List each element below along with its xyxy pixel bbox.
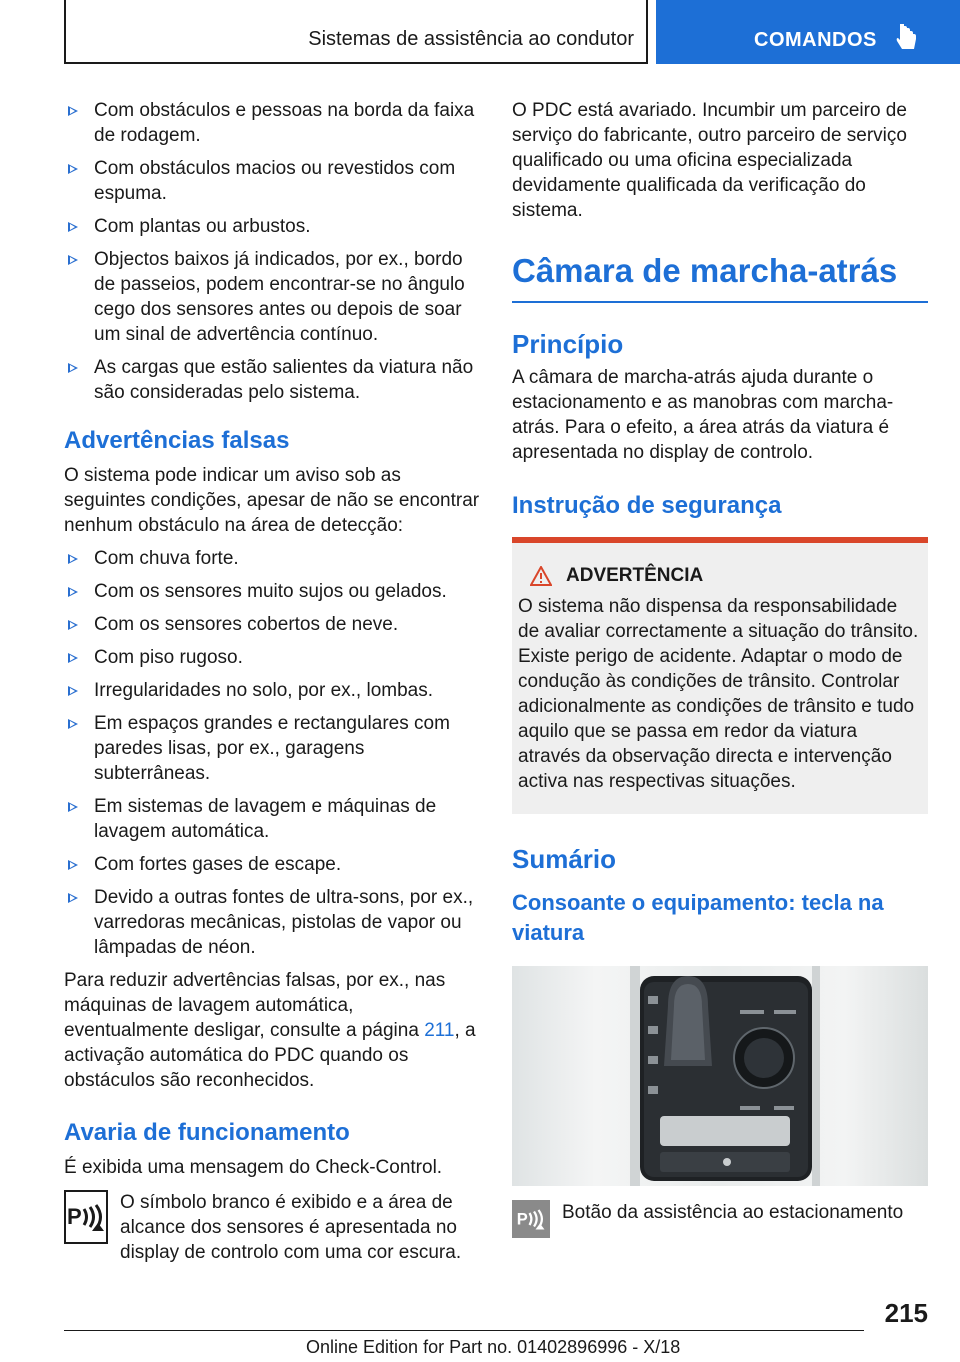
- heading-principle: Princípio: [512, 329, 624, 359]
- false-warnings-intro: O sistema pode indicar um aviso sob as seguintes condições, apesar de não se encontrar nenhum obstáculo na área de detecção:: [64, 465, 480, 536]
- warning-triangle-icon: [530, 566, 552, 586]
- bullet-list-false-warnings: [64, 546, 480, 960]
- list-item: Em espaços grandes e rectangulares com paredes lisas, por ex., garagens subterrâneas.: [64, 711, 480, 786]
- section-title: Sistemas de assistência ao condutor: [308, 28, 634, 50]
- heading-safety: Instrução de segurança: [512, 492, 782, 519]
- list-item: Com fortes gases de escape.: [64, 852, 480, 877]
- list-item: Em sistemas de lavagem e máquinas de lavagem automática.: [64, 794, 480, 844]
- reduce-warnings-paragraph: Para reduzir advertências falsas, por ex., nas máquinas de lavagem automática, eventualmente desligar, consulte a página 211, a activação automática do PDC quando os obstáculos são reconhecidos.: [64, 970, 476, 1091]
- principle-text: A câmara de marcha-atrás ajuda durante o estacionamento e as manobras com marcha-atrás. Para o efeito, a área atrás da viatura é apresentada no display de controlo.: [512, 367, 894, 463]
- chapter-badge[interactable]: [656, 0, 960, 64]
- warning-box: [512, 537, 928, 814]
- right-column: [512, 98, 928, 1238]
- parking-button-row: [512, 1200, 928, 1238]
- svg-text:P: P: [516, 1210, 528, 1229]
- page-number: 215: [884, 1298, 928, 1328]
- header-frame: [64, 0, 648, 64]
- footer-edition: Online Edition for Part no. 01402896996 - X/18: [306, 1337, 681, 1357]
- warning-label: ADVERTÊNCIA: [566, 565, 704, 586]
- heading-malfunction: Avaria de funcionamento: [64, 1119, 350, 1146]
- malfunction-text: É exibida uma mensagem do Check-Control.: [64, 1157, 443, 1178]
- list-item: Com chuva forte.: [64, 546, 480, 571]
- pdc-fault-text: O PDC está avariado. Incumbir um parceiro de serviço do fabricante, outro parceiro de serviço qualificado ou uma oficina especializada devidamente qualificada da verificação do sistema.: [512, 100, 907, 221]
- footer-divider: [64, 1330, 864, 1331]
- list-item: Irregularidades no solo, por ex., lombas.: [64, 678, 480, 703]
- symbol-row: [64, 1190, 480, 1265]
- bullet-list-obstacles: [64, 98, 480, 405]
- symbol-text: O símbolo branco é exibido e a área de alcance dos sensores é apresentada no display de controlo com uma cor escura.: [120, 1192, 462, 1263]
- left-column: [64, 98, 480, 1265]
- hand-pointer-icon: [896, 24, 918, 52]
- heading-equipment: Consoante o equipamento: tecla na viatura: [512, 890, 884, 945]
- warning-header: [518, 563, 922, 588]
- svg-text:P: P: [67, 1204, 82, 1229]
- list-item: Objectos baixos já indicados, por ex., bordo de passeios, podem encontrar-se no ângulo cego dos sensores antes ou depois de soar um sinal de advertência contínuo.: [64, 247, 480, 347]
- list-item: As cargas que estão salientes da viatura não são consideradas pelo sistema.: [64, 355, 480, 405]
- list-item: Devido a outras fontes de ultra-sons, por ex., varredoras mecânicas, pistolas de vapor ou lâmpadas de néon.: [64, 885, 480, 960]
- warning-text: O sistema não dispensa da responsabilidade de avaliar correctamente a situação do trânsito. Existe perigo de acidente. Adaptar o modo de condução às condições de trânsito. Controlar adicionalmente as condições de trânsito e tudo aquilo que se passa em redor da viatura através da observação directa e intervenção activa nas respectivas situações.: [518, 596, 919, 792]
- heading-false-warnings: Advertências falsas: [64, 427, 290, 454]
- list-item: Com plantas ou arbustos.: [64, 214, 480, 239]
- page-link[interactable]: 211: [424, 1020, 455, 1041]
- list-item: Com piso rugoso.: [64, 645, 480, 670]
- list-item: Com os sensores cobertos de neve.: [64, 612, 480, 637]
- console-photo: [512, 966, 928, 1186]
- heading-rear-camera: Câmara de marcha-atrás: [512, 251, 928, 303]
- list-item: Com obstáculos macios ou revestidos com espuma.: [64, 156, 480, 206]
- list-item: Com obstáculos e pessoas na borda da faixa de rodagem.: [64, 98, 480, 148]
- parking-assist-icon: [512, 1200, 550, 1238]
- list-item: Com os sensores muito sujos ou gelados.: [64, 579, 480, 604]
- parking-button-caption: Botão da assistência ao estacionamento: [562, 1202, 904, 1223]
- heading-summary: Sumário: [512, 844, 617, 874]
- chapter-label: COMANDOS: [754, 29, 877, 51]
- pdc-symbol-icon: [64, 1190, 108, 1244]
